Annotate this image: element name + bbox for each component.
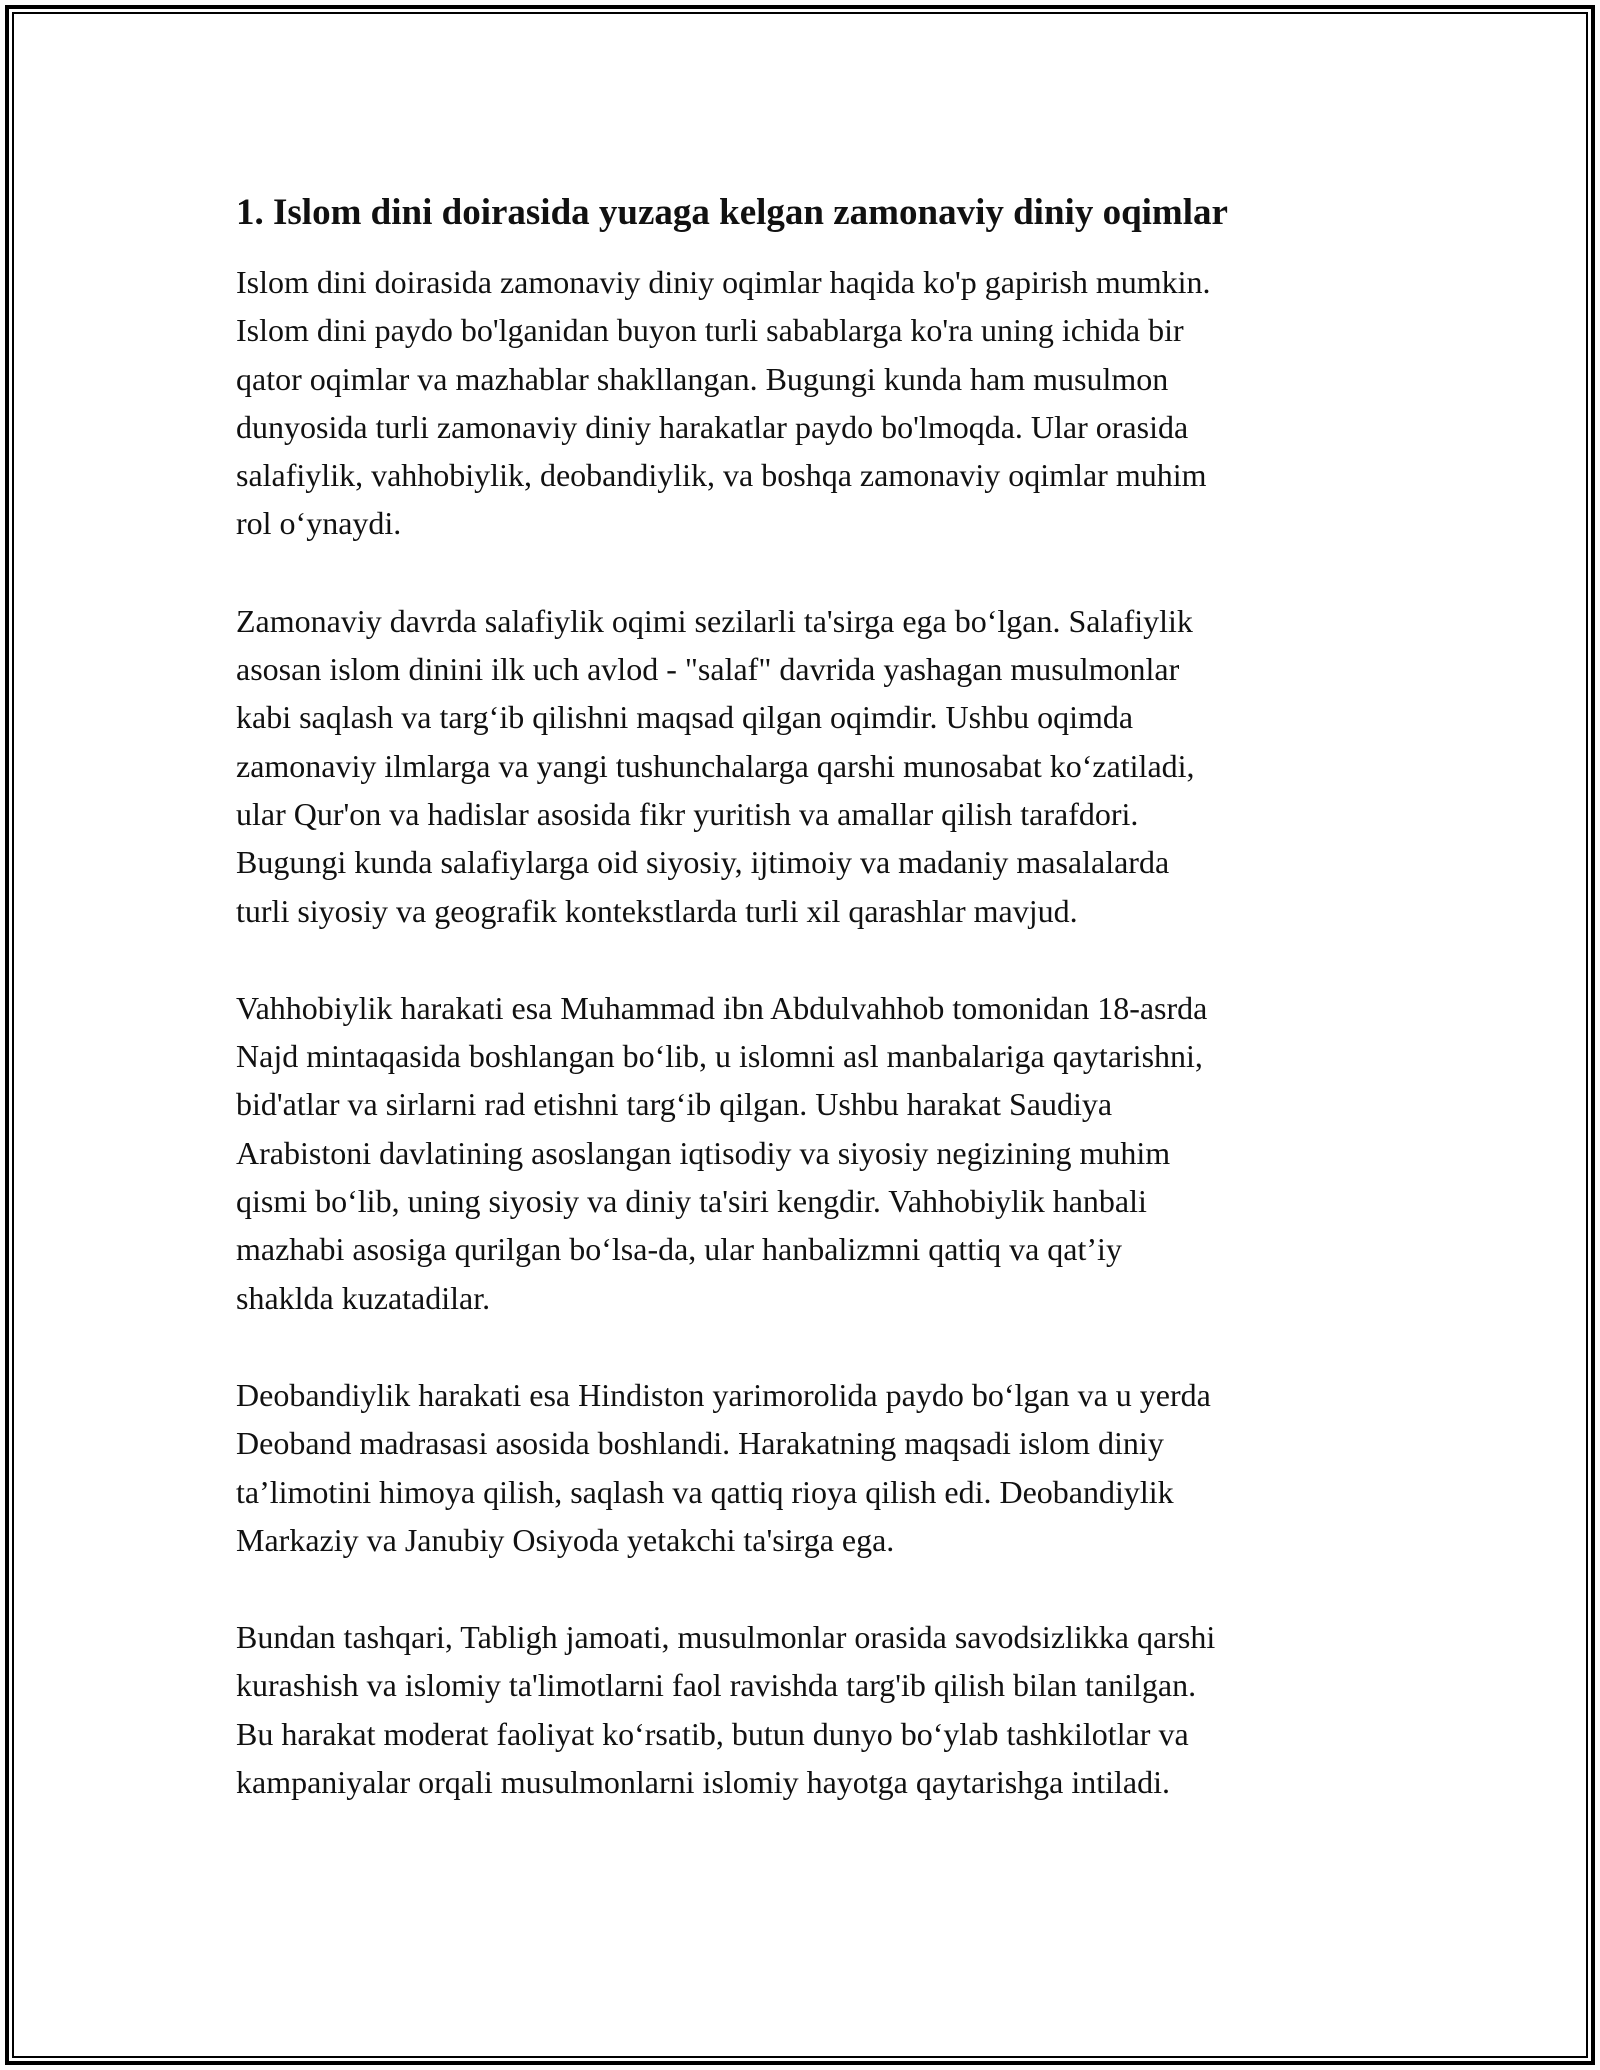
paragraph-salafiylik: Zamonaviy davrda salafiylik oqimi sezilarli ta'sirga ega bo‘lgan. Salafiylik asosan islom dinini ilk uch avlod - "salaf" davrida yashagan musulmonlar kabi saqlash va targ‘ib qilishni maqsad qilgan oqimdir. Ushbu oqimda zamonaviy ilmlarga va yangi tushunchalarga qarshi munosabat ko‘zatiladi, ular Qur'on va hadislar asosida fikr yuritish va amallar qilish tarafdori. Bugungi kunda salafiylarga oid siyosiy, ijtimoiy va madaniy masalalarda turli siyosiy va geografik kontekstlarda turli xil qarashlar mavjud.	[236, 602, 1195, 929]
section-heading: 1. Islom dini doirasida yuzaga kelgan zamonaviy diniy oqimlar	[236, 192, 1228, 233]
document-body	[236, 186, 1396, 1855]
paragraph-intro: Islom dini doirasida zamonaviy diniy oqimlar haqida ko'p gapirish mumkin. Islom dini paydo bo'lganidan buyon turli sabablarga ko'ra uning ichida bir qator oqimlar va mazhablar shakllangan. Bugungi kunda ham musulmon dunyosida turli zamonaviy diniy harakatlar paydo bo'lmoqda. Ular orasida salafiylik, vahhobiylik, deobandiylik, va boshqa zamonaviy oqimlar muhim rol o‘ynaydi.	[236, 264, 1211, 542]
paragraph-deobandiylik: Deobandiylik harakati esa Hindiston yarimorolida paydo bo‘lgan va u yerda Deoband madrasasi asosida boshlandi. Harakatning maqsadi islom diniy ta’limotini himoya qilish, saqlash va qattiq rioya qilish edi. Deobandiylik Markaziy va Janubiy Osiyoda yetakchi ta'sirga ega.	[236, 1376, 1211, 1558]
paragraph-tabligh: Bundan tashqari, Tabligh jamoati, musulmonlar orasida savodsizlikka qarshi kurashish va islomiy ta'limotlarni faol ravishda targ'ib qilish bilan tanilgan. Bu harakat moderat faoliyat ko‘rsatib, butun dunyo bo‘ylab tashkilotlar va kampaniyalar orqali musulmonlarni islomiy hayotga qaytarishga intiladi.	[236, 1619, 1216, 1801]
paragraph-vahhobiylik: Vahhobiylik harakati esa Muhammad ibn Abdulvahhob tomonidan 18-asrda Najd mintaqasida boshlangan bo‘lib, u islomni asl manbalariga qaytarishni, bid'atlar va sirlarni rad etishni targ‘ib qilgan. Ushbu harakat Saudiya Arabistoni davlatining asoslangan iqtisodiy va siyosiy negizining muhim qismi bo‘lib, uning siyosiy va diniy ta'siri kengdir. Vahhobiylik hanbali mazhabi asosiga qurilgan bo‘lsa-da, ular hanbalizmni qattiq va qat’iy shaklda kuzatadilar.	[236, 989, 1208, 1316]
